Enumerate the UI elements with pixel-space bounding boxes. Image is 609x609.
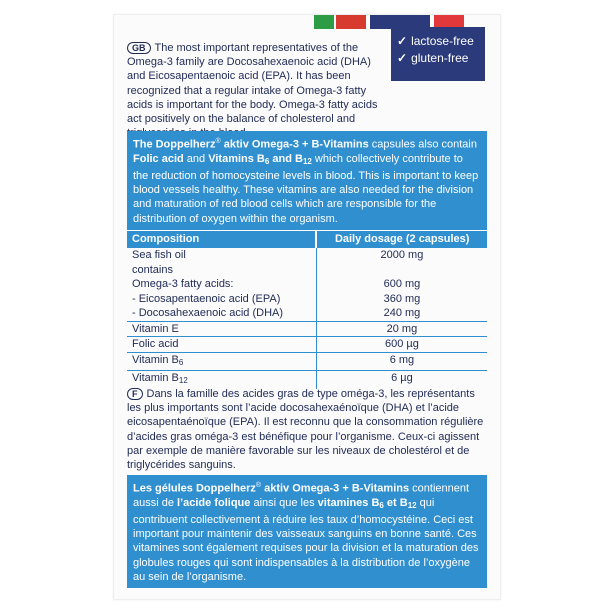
french-vitamin-info-box: Les gélules Doppelherz® aktiv Omega-3 + B-Vitamins contiennent aussi de l’acide folique ainsi que les vitamines $B_6$ et $B_{12}$ qui contribuent collectivement à réduire les taux d’homocystéine. Ceci est important pour maintenir des vaisseaux sanguins en bonne santé. Ces vitamines sont également requises pour la division et la maturation des globules rouges qui sont indispensables à la distribution de l’oxygène au sein de l’organisme. — [127, 475, 487, 588]
gluten-free-label: ✓ gluten-free — [397, 51, 469, 65]
checkmark-icon: ✓ — [397, 51, 408, 65]
lactose-free-label: ✓ lactose-free — [397, 34, 474, 48]
table-row: Omega-3 fatty acids: 600 mg — [127, 277, 487, 292]
allergen-badge — [391, 27, 485, 81]
product-box-back — [113, 14, 501, 600]
english-vitamin-info-box: The Doppelherz® aktiv Omega-3 + B-Vitamins capsules also contain Folic acid and Vitamins $B_6$ and $B_{12}$ which collectively contribute to the reduction of homocysteine levels in blood. This is important to keep blood vessels healthy. These vitamins are also needed for the division and maturation of red blood cells which are responsible for the distribution of oxygen within the organism. — [127, 131, 487, 230]
language-tag-f: F — [127, 388, 143, 400]
table-row: - Docosahexaenoic acid (DHA) 240 mg — [127, 306, 487, 321]
checkmark-icon: ✓ — [397, 34, 408, 48]
composition-header: Composition — [127, 231, 316, 248]
table-row: contains — [127, 263, 487, 278]
table-row: Vitamin $B_6$ 6 mg — [127, 352, 487, 371]
french-intro-paragraph: F Dans la famille des acides gras de type oméga-3, les représentants les plus importants sont l’acide docosahexaénoïque (DHA) et l’acide eicosapentaénoïque (EPA). Il est reconnu que la consommation régulière d’acides gras oméga-3 est bénéfique pour l’organisme. Ceux-ci agissent par exemple de manière favorable sur les niveaux de cholestérol et de triglycérides sanguins. — [127, 388, 484, 472]
english-intro-paragraph: GB The most important representatives of the Omega-3 family are Docosahexaenoic acid (DHA) and Eicosapentaenoic acid (EPA). It has been recognized that a regular intake of Omega-3 fatty acids is important for the body. Omega-3 fatty acids act positively on the balance of cholesterol and — [127, 42, 378, 126]
table-row: Folic acid 600 µg — [127, 337, 487, 353]
composition-table — [127, 231, 487, 389]
language-tag-gb: GB — [127, 42, 151, 54]
daily-dosage-header: Daily dosage (2 capsules) — [316, 231, 487, 248]
table-row: Vitamin $B_{12}$ 6 µg — [127, 371, 487, 389]
table-row: Sea fish oil 2000 mg — [127, 248, 487, 263]
table-row: Vitamin E 20 mg — [127, 321, 487, 337]
table-row: - Eicosapentaenoic acid (EPA) 360 mg — [127, 292, 487, 307]
